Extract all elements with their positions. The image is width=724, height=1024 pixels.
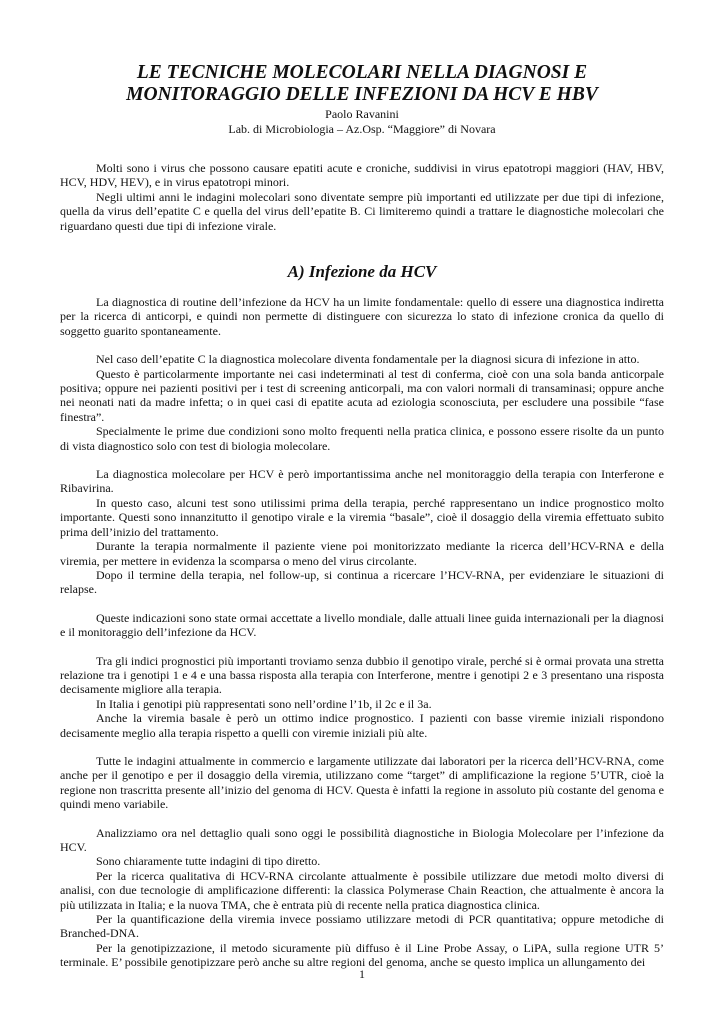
paragraph: Tutte le indagini attualmente in commercio e largamente utilizzate dai laboratori per la ricerca dell’HCV-RNA, come anche per il genotipo e per il dosaggio della viremia, utilizzano come “target” di amplificazione la regione 5’UTR, cioè la regione non trascritta presente all’inizio del genoma di HCV. Questa è infatti la regione in assoluto più costante del genoma e quindi meno variabile.	[60, 753, 664, 812]
section-heading: A) Infezione da HCV	[287, 262, 437, 281]
title-line-1: LE TECNICHE MOLECOLARI NELLA DIAGNOSI E	[136, 62, 588, 83]
paragraph: Questo è particolarmente importante nei casi indeterminati al test di conferma, cioè con una sola banda anticorpale positiva; oppure nei pazienti positivi per i test di screening anticorpali, ma con valori normali di transaminasi; oppure anche nei neonati nati da madre infetta; o in quei casi di epatite acuta ad eziologia sconosciuta, per escludere una possibile “fase finestra”.	[60, 366, 664, 424]
paragraph: In Italia i genotipi più rappresentati sono nell’ordine l’1b, il 2c e il 3a.	[96, 696, 432, 711]
author-affiliation: Lab. di Microbiologia – Az.Osp. “Maggiore” di Novara	[228, 122, 496, 136]
title-line-2: MONITORAGGIO DELLE INFEZIONI DA HCV E HBV	[126, 84, 598, 105]
paragraph: Analizziamo ora nel dettaglio quali sono oggi le possibilità diagnostiche in Biologia Molecolare per l’infezione da HCV.	[60, 825, 664, 854]
paragraph: La diagnostica di routine dell’infezione da HCV ha un limite fondamentale: quello di essere una diagnostica indiretta per la ricerca di anticorpi, e quindi non permette di distinguere con sicurezza lo stato di infezione cronica da quello di soggetto guarito spontaneamente.	[60, 295, 664, 338]
paragraph: Queste indicazioni sono state ormai accettate a livello mondiale, dalle attuali linee guida internazionali per la diagnosi e il monitoraggio dell’infezione da HCV.	[60, 610, 664, 640]
paragraph: Per la genotipizzazione, il metodo sicuramente più diffuso è il Line Probe Assay, o LiPA, sulla regione UTR 5’ terminale. E’ possibile genotipizzare però anche su altre regioni del genoma, anche se questo implica un allungamento dei	[60, 940, 664, 970]
author-name: Paolo Ravanini	[325, 107, 399, 121]
page-number: 1	[359, 967, 365, 981]
paragraph: Anche la viremia basale è però un ottimo indice prognostico. I pazienti con basse viremie iniziali rispondono decisamente meglio alla terapia rispetto a quelli con viremie iniziali più alte.	[60, 711, 664, 740]
paragraph: Negli ultimi anni le indagini molecolari sono diventate sempre più importanti ed utilizzate per due tipi di infezione, quella da virus dell’epatite C e quella del virus dell’epatite B. Ci limiteremo quindi a trattare le diagnostiche molecolari che riguardano questi due tipi di infezione virale.	[60, 189, 664, 233]
paragraph: La diagnostica molecolare per HCV è però importantissima anche nel monitoraggio della terapia con Interferone e Ribavirina.	[60, 467, 664, 496]
document-title	[60, 62, 664, 106]
paragraph: Durante la terapia normalmente il paziente viene poi monitorizzato mediante la ricerca dell’HCV-RNA e della viremia, per mettere in evidenza la scomparsa o meno del virus circolante.	[60, 539, 664, 568]
paragraph: In questo caso, alcuni test sono utilissimi prima della terapia, perché rappresentano un indice prognostico molto importante. Questi sono innanzitutto il genotipo virale e la viremia “basale”, cioè il dosaggio della viremia effettuato subito prima dell’inizio del trattamento.	[60, 495, 664, 539]
section-body	[60, 295, 664, 970]
paragraph: Molti sono i virus che possono causare epatiti acute e croniche, suddivisi in virus epatotropi maggiori (HAV, HBV, HCV, HDV, HEV), e in virus epatotropi minori.	[60, 161, 664, 190]
paragraph: Per la ricerca qualitativa di HCV-RNA circolante attualmente è possibile utilizzare due metodi molto diversi di analisi, con due tecnologie di amplificazione differenti: la classica Polymerase Chain Reaction, che attualmente è ancora la più utilizzata in Italia; e la nuova TMA, che è entrata più di recente nella pratica diagnostica clinica.	[60, 868, 664, 912]
paragraph: Nel caso dell’epatite C la diagnostica molecolare diventa fondamentale per la diagnosi sicura di infezione in atto.	[96, 352, 640, 367]
paragraph: Specialmente le prime due condizioni sono molto frequenti nella pratica clinica, e possono essere risolte da un punto di vista diagnostico solo con test di biologia molecolare.	[60, 424, 664, 453]
intro-block	[60, 161, 664, 233]
paragraph: Per la quantificazione della viremia invece possiamo utilizzare metodi di PCR quantitativa; oppure metodiche di Branched-DNA.	[60, 912, 664, 941]
paragraph: Sono chiaramente tutte indagini di tipo diretto.	[96, 854, 321, 869]
paragraph: Dopo il termine della terapia, nel follow-up, si continua a ricercare l’HCV-RNA, per evidenziare le situazioni di relapse.	[60, 567, 664, 597]
paragraph: Tra gli indici prognostici più importanti troviamo senza dubbio il genotipo virale, perché si è ormai provata una stretta relazione tra i genotipi 1 e 4 e una bassa risposta alla terapia con Interferone, mentre i genotipi 2 e 3 presentano una risposta decisamente migliore alla terapia.	[60, 653, 664, 697]
